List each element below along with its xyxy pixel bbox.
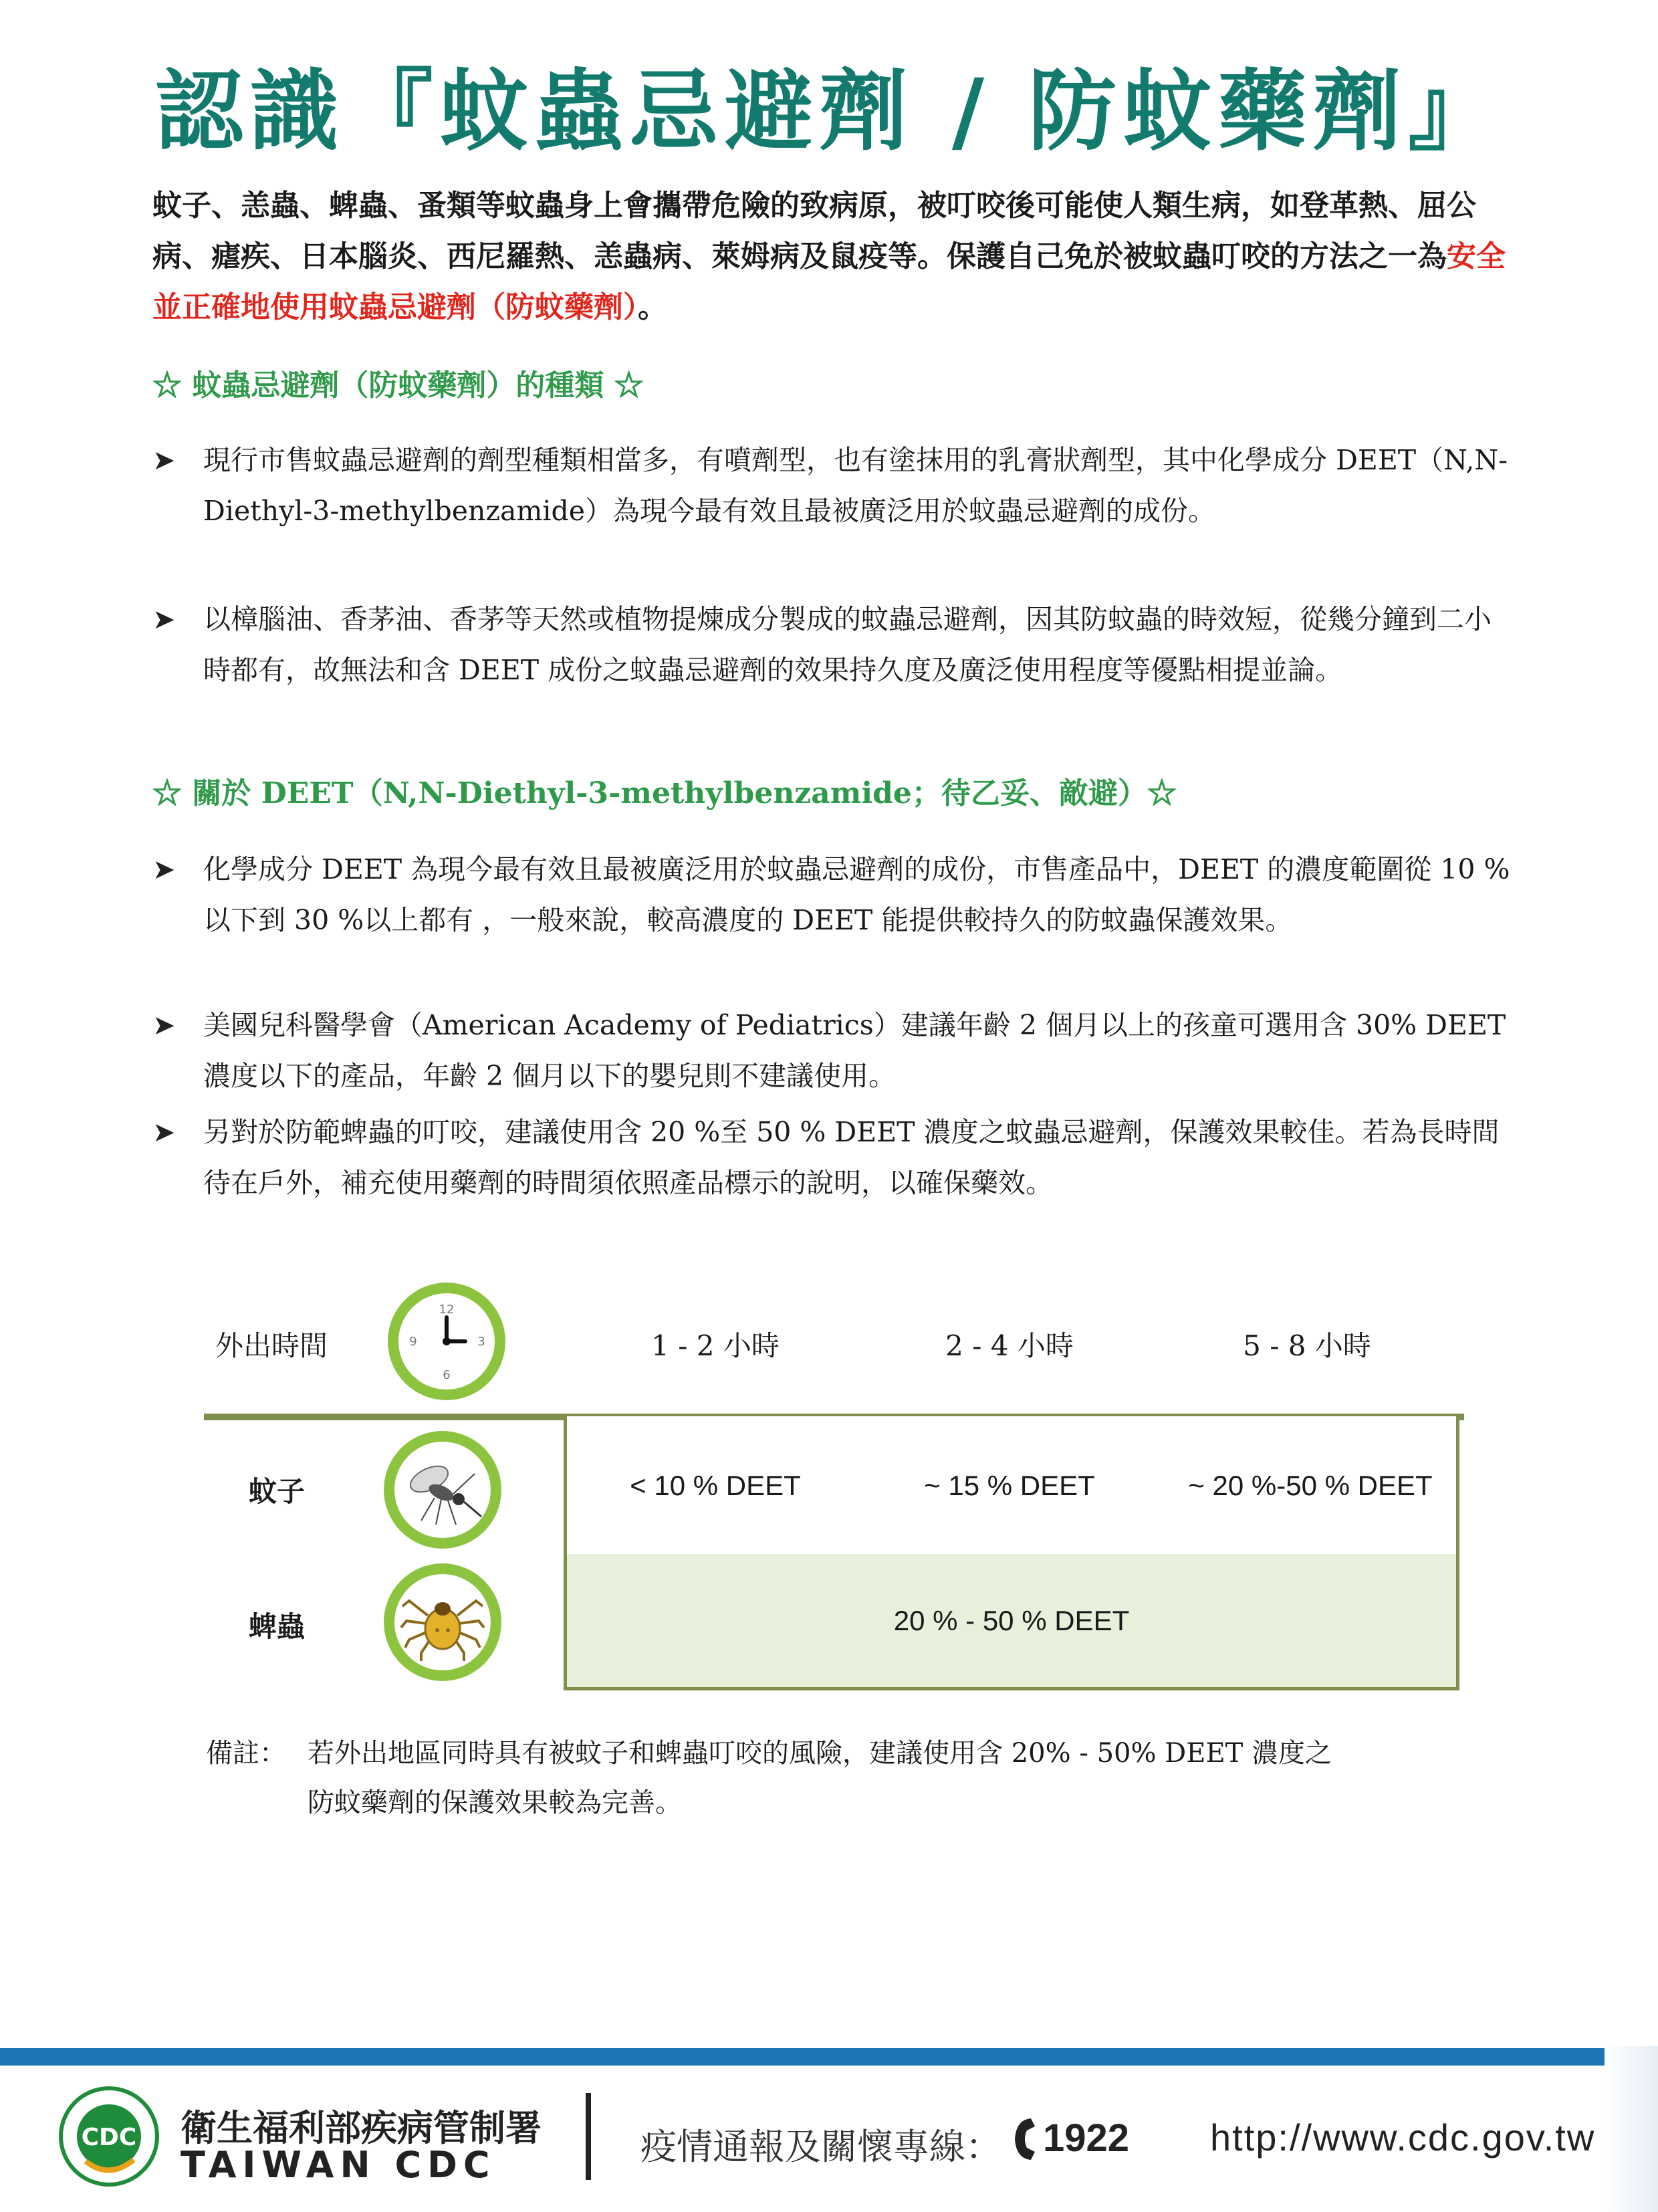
svg-text:9: 9 bbox=[409, 1335, 417, 1349]
bullet-item bbox=[152, 1107, 1516, 1208]
footer-corner bbox=[1605, 2046, 1658, 2212]
hotline-label: 疫情通報及關懷專線： bbox=[640, 2126, 1001, 2168]
note-text: 若外出地區同時具有被蚊子和蜱蟲叮咬的風險，建議使用含 20% - 50% DEET 濃度之 bbox=[308, 1738, 1332, 1769]
bullet-item bbox=[152, 844, 1516, 946]
org-name-en: TAIWAN CDC bbox=[181, 2144, 496, 2186]
bullet-text: 以樟腦油、香茅油、香茅等天然或植物提煉成分製成的蚊蟲忌避劑，因其防蚊蟲的時效短，從幾分鐘到二小時都有，故無法和含 DEET 成份之蚊蟲忌避劑的效果持久度及廣泛使用程度等優點相提並論。 bbox=[203, 603, 1492, 686]
data-box bbox=[564, 1416, 1459, 1690]
intro-paragraph bbox=[152, 181, 1516, 333]
row-label-tick: 蜱蟲 bbox=[249, 1610, 306, 1643]
table-cell-merged: 20 % - 50 % DEET bbox=[893, 1605, 1130, 1636]
phone-icon bbox=[1008, 2116, 1042, 2163]
bullet-text: 現行市售蚊蟲忌避劑的劑型種類相當多，有噴劑型，也有塗抹用的乳膏狀劑型，其中化學成分 DEET（N,N-Diethyl-3-methylbenzamide）為現今最有效且最被廣泛用於蚊蟲忌避劑的成份。 bbox=[203, 444, 1508, 527]
mosquito-icon bbox=[384, 1431, 501, 1549]
deet-table bbox=[0, 1257, 1658, 1725]
bullet-item bbox=[152, 594, 1516, 695]
footer-divider bbox=[586, 2093, 591, 2180]
intro-text-end: 。 bbox=[638, 290, 667, 324]
row-label-mosquito: 蚊子 bbox=[249, 1475, 306, 1508]
arrow-bullet-icon: ➤ bbox=[152, 1116, 176, 1148]
bullet-text: 另對於防範蜱蟲的叮咬，建議使用含 20 %至 50 % DEET 濃度之蚊蟲忌避劑，保護效果較佳。若為長時間待在戶外，補充使用藥劑的時間須依照產品標示的說明，以確保藥效。 bbox=[203, 1116, 1500, 1199]
org-name-cn: 衛生福利部疾病管制署 bbox=[181, 2107, 542, 2149]
bullet-item bbox=[152, 435, 1516, 536]
tick-icon bbox=[384, 1563, 501, 1681]
arrow-bullet-icon: ➤ bbox=[152, 444, 176, 476]
bullet-text: 美國兒科醫學會（American Academy of Pediatrics）建議年齡 2 個月以上的孩童可選用含 30% DEET 濃度以下的產品，年齡 2 個月以下的嬰兒則不建議使用。 bbox=[203, 1009, 1506, 1092]
section-heading-types: ☆ 蚊蟲忌避劑（防蚊藥劑）的種類 ☆ bbox=[152, 368, 644, 403]
svg-text:6: 6 bbox=[443, 1368, 451, 1382]
cdc-logo-icon bbox=[59, 2086, 159, 2187]
table-cell: < 10 % DEET bbox=[630, 1470, 801, 1501]
website-link[interactable]: http://www.cdc.gov.tw bbox=[1210, 2116, 1596, 2159]
svg-text:3: 3 bbox=[477, 1335, 485, 1349]
footer-bar bbox=[0, 2043, 1658, 2066]
table-cell: ~ 20 %-50 % DEET bbox=[1188, 1470, 1433, 1501]
column-header: 2 - 4 小時 bbox=[945, 1329, 1074, 1362]
svg-text:12: 12 bbox=[439, 1303, 455, 1317]
arrow-bullet-icon: ➤ bbox=[152, 853, 176, 885]
intro-highlight: 安全並正確地使用蚊蟲忌避劑（防蚊藥劑） bbox=[152, 239, 1506, 324]
svg-text:CDC: CDC bbox=[81, 2124, 137, 2151]
note-label: 備註： bbox=[206, 1738, 286, 1769]
bullet-text: 化學成分 DEET 為現今最有效且最被廣泛用於蚊蟲忌避劑的成份，市售產品中，DEET 的濃度範圍從 10 %以下到 30 %以上都有 ，一般來說，較高濃度的 DEET 能提供較持久的防蚊蟲保護效果。 bbox=[203, 853, 1510, 936]
table-header-label: 外出時間 bbox=[215, 1329, 328, 1362]
column-header: 1 - 2 小時 bbox=[651, 1329, 780, 1362]
clock-icon bbox=[388, 1283, 505, 1400]
column-header: 5 - 8 小時 bbox=[1243, 1329, 1371, 1362]
arrow-bullet-icon: ➤ bbox=[152, 603, 176, 635]
hotline-number: 1922 bbox=[1043, 2116, 1130, 2160]
section-heading-deet: ☆ 關於 DEET（N,N-Diethyl-3-methylbenzamide；待乙妥、敵避）☆ bbox=[152, 776, 1177, 810]
table-cell: ~ 15 % DEET bbox=[924, 1470, 1095, 1501]
bullet-item bbox=[152, 1000, 1516, 1101]
note-text: 防蚊藥劑的保護效果較為完善。 bbox=[308, 1787, 682, 1818]
arrow-bullet-icon: ➤ bbox=[152, 1009, 176, 1041]
page-title: 認識『蚊蟲忌避劑 / 防蚊藥劑』 bbox=[154, 60, 1504, 163]
intro-text: 蚊子、恙蟲、蜱蟲、蚤類等蚊蟲身上會攜帶危險的致病原，被叮咬後可能使人類生病，如登革熱、屈公病、瘧疾、日本腦炎、西尼羅熱、恙蟲病、萊姆病及鼠疫等。保護自己免於被蚊蟲叮咬的方法之一為 bbox=[152, 189, 1476, 273]
